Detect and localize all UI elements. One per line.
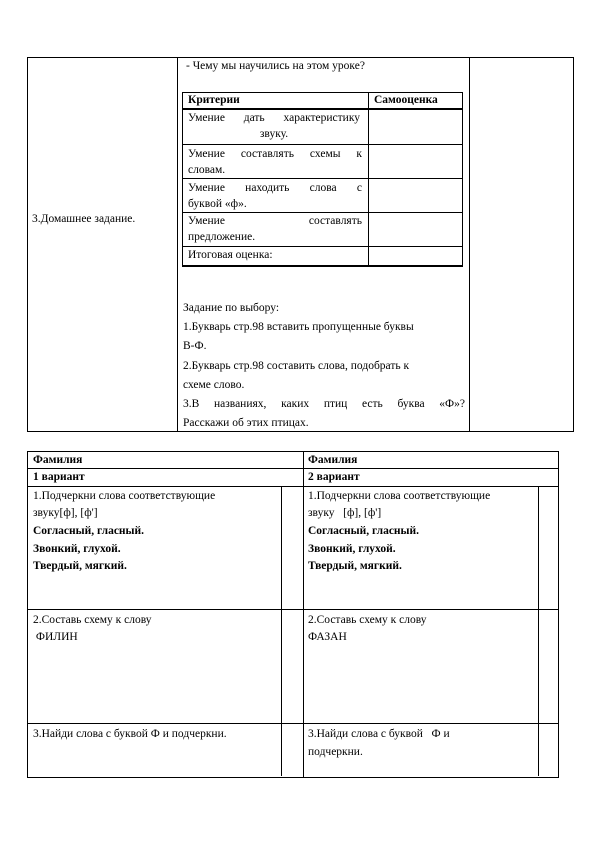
self-assessment-header: Самооценка	[374, 94, 438, 106]
worksheet-center-divider	[303, 451, 304, 778]
criteria-item-text: Умение составлять	[188, 215, 362, 227]
surname-label-left: Фамилия	[33, 454, 83, 466]
task1-line: 1.Подчеркни слова соответствующие	[308, 490, 491, 502]
task3-line: подчеркни.	[308, 746, 363, 758]
choice-line: 1.Букварь стр.98 вставить пропущенные буквы	[183, 321, 414, 333]
task2-word: ФИЛИН	[33, 631, 78, 643]
worksheet-left-margin-col	[281, 486, 282, 776]
choice-line: В-Ф.	[183, 340, 207, 352]
worksheet-right-margin-col	[538, 486, 539, 776]
task1-options: Звонкий, глухой.	[33, 543, 121, 555]
task1-options: Твердый, мягкий.	[308, 560, 402, 572]
lesson-table-divider-2	[469, 57, 470, 432]
variant-label-right: 2 вариант	[308, 471, 360, 483]
task1-line: 1.Подчеркни слова соответствующие	[33, 490, 216, 502]
surname-label-right: Фамилия	[308, 454, 358, 466]
criteria-row-line	[182, 144, 463, 145]
criteria-item-text: Умение дать характеристику	[188, 112, 360, 124]
task1-options: Твердый, мягкий.	[33, 560, 127, 572]
task1-line: звуку[ф], [ф']	[33, 507, 98, 519]
worksheet-row-line	[27, 609, 559, 610]
task2-line: 2.Составь схему к слову	[308, 614, 427, 626]
criteria-item-text: предложение.	[188, 231, 256, 243]
choice-line: 2.Букварь стр.98 составить слова, подобрать к	[183, 360, 410, 372]
task2-word: ФАЗАН	[308, 631, 347, 643]
task1-options: Звонкий, глухой.	[308, 543, 396, 555]
task2-line: 2.Составь схему к слову	[33, 614, 152, 626]
task1-options: Согласный, гласный.	[308, 525, 420, 537]
criteria-item-text: Умение составлять схемы к	[188, 148, 362, 160]
criteria-item-text: словам.	[188, 164, 226, 176]
criteria-row-line	[182, 178, 463, 179]
task3-line: 3.Найди слова с буквой Ф и подчеркни.	[33, 728, 227, 740]
criteria-item-text: Умение находить слова с	[188, 182, 362, 194]
criteria-item-text: звуку.	[259, 128, 289, 140]
criteria-header: Критерии	[188, 94, 240, 106]
worksheet-row-line	[27, 486, 559, 487]
worksheet-row-line	[27, 468, 559, 469]
task3-line: 3.Найди слова с буквой Ф и	[308, 728, 450, 740]
choice-line: Расскажи об этих птицах.	[183, 417, 309, 429]
choice-line: схеме слово.	[183, 379, 245, 391]
worksheet-row-line	[27, 723, 559, 724]
choice-title: Задание по выбору:	[183, 302, 280, 314]
row-label-homework: 3.Домашнее задание.	[32, 213, 136, 225]
criteria-col-divider	[368, 92, 369, 266]
criteria-total: Итоговая оценка:	[188, 249, 273, 261]
task1-options: Согласный, гласный.	[33, 525, 145, 537]
variant-label-left: 1 вариант	[33, 471, 85, 483]
lesson-table-divider-1	[177, 57, 178, 432]
criteria-item-text: буквой «ф».	[188, 198, 247, 210]
choice-line: 3.В названиях, каких птиц есть буква «Ф»?	[183, 398, 465, 410]
task1-line: звуку [ф], [ф']	[308, 507, 382, 519]
reflection-question: - Чему мы научились на этом уроке?	[186, 60, 365, 72]
